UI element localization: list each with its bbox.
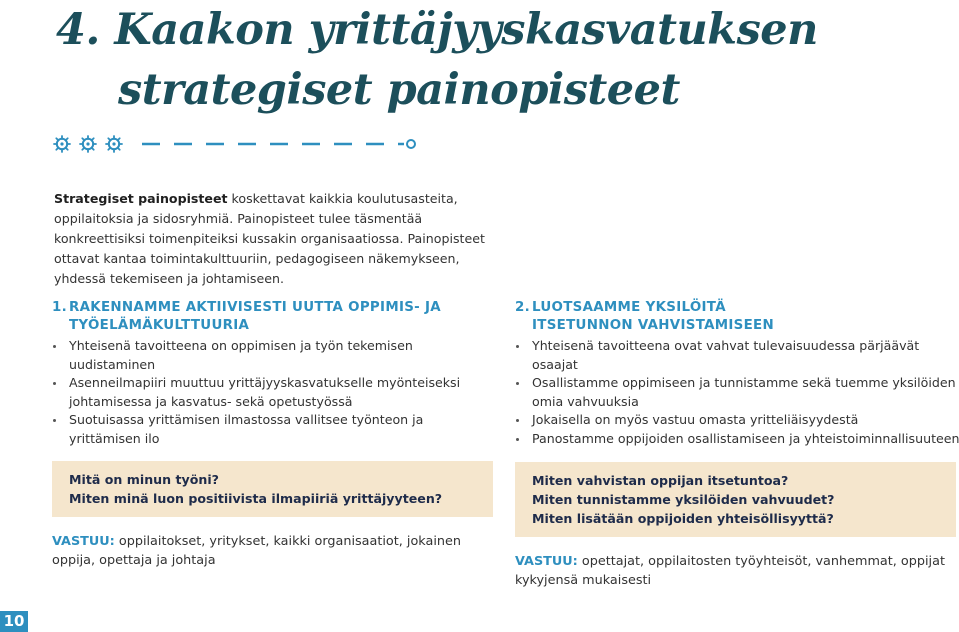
decorative-divider [52,131,432,157]
responsibility-text: oppilaitokset, yritykset, kaikki organisaatiot, jokainen oppija, opettaja ja johtaja [52,533,461,568]
list-item: Jokaisella on myös vastuu omasta yritteliäisyydestä [515,411,959,430]
wheel-icon [54,136,70,152]
page-title [56,0,818,120]
question: Miten tunnistamme yksilöiden vahvuudet? [532,491,835,507]
section-1-heading-line-1: RAKENNAMME AKTIIVISESTI UUTTA OPPIMIS- JA [69,300,441,315]
section-2-bullets [515,337,959,449]
responsibility-text: opettajat, oppilaitosten työyhteisöt, vanhemmat, oppijat kykyjensä mukaisesti [515,553,945,588]
section-2-responsibility [515,552,959,590]
section-2-questions [515,462,956,537]
section-1-heading [52,299,497,335]
section-2-heading-line-1: LUOTSAAMME YKSILÖITÄ [532,300,726,315]
wheel-icon [80,136,96,152]
responsibility-label: VASTUU: [515,553,578,569]
section-2-number: 2. [515,300,531,315]
list-item: Yhteisenä tavoitteena ovat vahvat tulevaisuudessa pärjäävät osaajat [515,337,959,374]
section-1-bullets [52,337,497,449]
question: Mitä on minun työni? [69,471,219,487]
list-item: Yhteisenä tavoitteena on oppimisen ja työn tekemisen uudistaminen [52,337,497,374]
responsibility-label: VASTUU: [52,533,115,549]
section-1-heading-line-2: TYÖELÄMÄKULTTUURIA [69,318,250,333]
section-2-heading-line-2: ITSETUNNON VAHVISTAMISEEN [532,318,775,333]
list-item: Asenneilmapiiri muuttuu yrittäjyyskasvatukselle myönteiseksi johtamisessa ja kasvatus- sekä opetustyössä [52,374,497,411]
section-1-number: 1. [52,300,68,315]
list-item: Suotuisassa yrittämisen ilmastossa vallitsee työnteon ja yrittämisen ilo [52,411,497,448]
section-1-responsibility [52,532,497,570]
title-line-1: 4. Kaakon yrittäjyyskasvatuksen [56,5,818,55]
section-1-questions [52,461,493,517]
wheel-icon [106,136,122,152]
list-item: Osallistamme oppimiseen ja tunnistamme sekä tuemme yksilöiden omia vahvuuksia [515,374,959,411]
section-1 [52,299,497,570]
list-item: Panostamme oppijoiden osallistamiseen ja yhteistoiminnallisuuteen [515,430,959,449]
title-line-2: strategiset painopisteet [118,65,680,115]
question: Miten vahvistan oppijan itsetuntoa? [532,472,789,488]
question: Miten lisätään oppijoiden yhteisöllisyyttä? [532,510,834,526]
section-2 [515,299,959,590]
intro-paragraph [54,189,514,289]
page-number: 10 [0,611,28,632]
intro-bold-lead: Strategiset painopisteet [54,191,228,206]
section-2-heading [515,299,959,335]
intro-text: koskettavat kaikkia koulutusasteita, oppilaitoksia ja sidosryhmiä. Painopisteet tulee täsmentää konkreettisiksi toimenpiteiksi kussakin organisaatiossa. Painopisteet ottavat kantaa toimintakulttuuriin, pedagogiseen näkemykseen, yhdessä tekemiseen ja johtamiseen. [54,191,485,286]
question: Miten minä luon positiivista ilmapiiriä yrittäjyyteen? [69,490,443,506]
line-end-icon [407,140,415,148]
